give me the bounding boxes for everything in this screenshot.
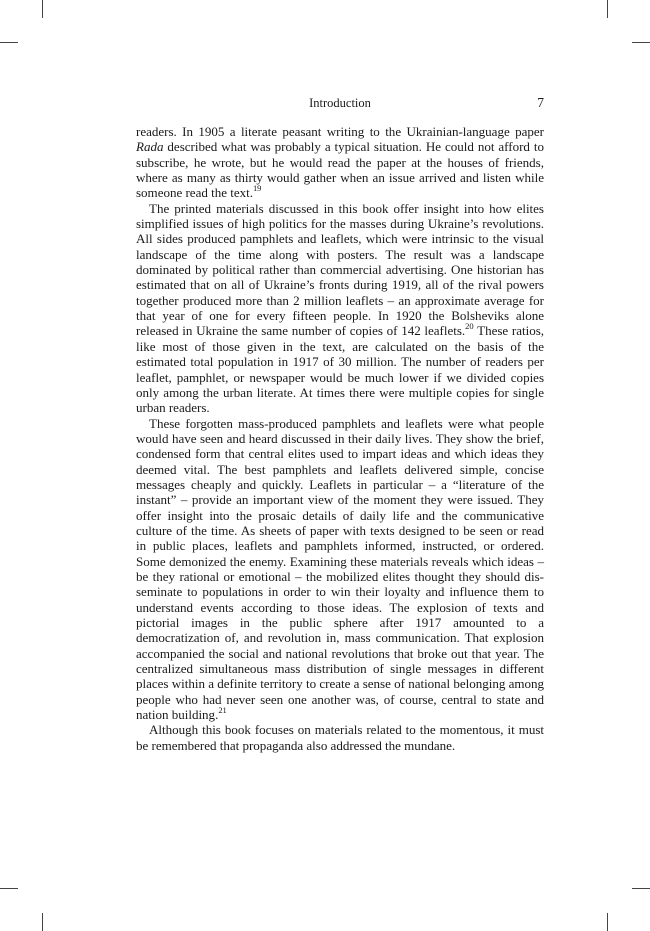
- footnote-reference: 20: [465, 321, 474, 332]
- paragraph: [136, 416, 544, 723]
- crop-mark-bottom-left-horizontal: [0, 888, 18, 889]
- crop-mark-top-right-horizontal: [632, 42, 650, 43]
- text-run: described what was probably a typical situation. He could not afford to subscribe, he wrote, but he would read the paper at the houses of friends, where as many as thirty would gather when an issue arrived and listen while someone read the text.: [136, 139, 544, 201]
- body-text: [136, 124, 544, 753]
- footnote-reference: 21: [218, 704, 227, 715]
- paragraph: [136, 124, 544, 201]
- text-run: Although this book focuses on materials related to the momentous, it must be remembered that propaganda also addressed the mundane.: [136, 722, 544, 753]
- footnote-reference: 19: [252, 183, 262, 194]
- crop-mark-bottom-left-vertical: [42, 913, 43, 931]
- crop-mark-top-left-vertical: [42, 0, 43, 18]
- text-run: The printed materials discussed in this book offer insight into how elites simplified issues of high politics for the masses during Ukraine’s revolutions. All sides produced pamphlets and leaflets, which were intrinsic to the visual landscape of the time along with posters. The result was a landscape dominated by political rather than commercial advertising. One historian has estimated that on all of Ukraine’s fronts during 1919, all of the rival powers together produced more than 2 million leaflets – an approximate average for that year of one for every fifteen people. In 1920 the Bolsheviks alone released in Ukraine the same number of copies of 142 leaflets.: [136, 200, 544, 339]
- paragraph: [136, 201, 544, 416]
- italic-text: Rada: [136, 139, 164, 155]
- running-header-title: Introduction: [309, 96, 371, 110]
- crop-mark-top-right-vertical: [607, 0, 608, 18]
- paragraph: [136, 722, 544, 753]
- text-run: readers. In 1905 a literate peasant writing to the Ukrainian-language paper: [136, 124, 544, 139]
- crop-mark-bottom-right-horizontal: [632, 888, 650, 889]
- crop-mark-bottom-right-vertical: [607, 913, 608, 931]
- text-run: These ratios, like most of those given in the text, are calculated on the basis of the estimated total population in 1917 of 30 million. The number of readers per leaflet, pamphlet, or newspaper would be much lower if we divided copies only among the urban literate. At times there were multiple copies for single urban readers.: [136, 323, 544, 416]
- page-number: 7: [537, 95, 544, 110]
- crop-mark-top-left-horizontal: [0, 42, 18, 43]
- text-run: These forgotten mass-produced pamphlets and leaflets were what people would have seen and heard discussed in their daily lives. They show the brief, condensed form that central elites used to impart ideas and which ideas they deemed vital. The best pamphlets and leaflets delivered simple, concise messages cheaply and quickly. Leaflets in particular – a “literature of the instant” – provide an important view of the moment they were issued. They offer insight into the prosaic details of daily life and the communicative culture of the time. As sheets of paper with texts designed to be seen or read in public places, leaflets and pamphlets informed, instructed, or ordered. Some demonized the enemy. Examining these materials reveals which ideas – be they rational or emotional – the mobilized elites thought they should disseminate to populations in order to win their loyalty and influence them to understand events according to those ideas. The explosion of texts and pictorial images in the public sphere after 1917 amounted to a democratization of, and revolution in, mass communication. That explosion accompanied the social and national revolutions that broke out that year. The centralized simultaneous mass distribution of single messages in different places within a definite territory to create a sense of national belonging among people who had never seen one another was, of course, central to state and nation building.: [136, 415, 544, 723]
